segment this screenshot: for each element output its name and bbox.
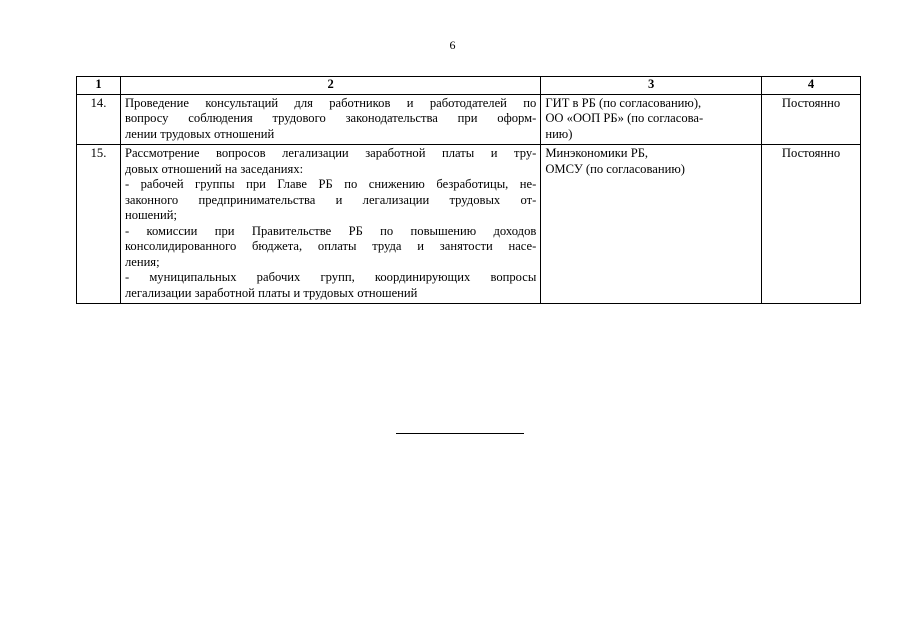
executor-line: ОМСУ (по согласованию): [545, 161, 685, 176]
header-cell-1: 1: [77, 77, 121, 95]
description-line: ления;: [124, 254, 160, 269]
page-number: 6: [449, 38, 456, 52]
table-row: [77, 145, 861, 304]
executor-line: ОО «ООП РБ» (по согласова-: [545, 111, 704, 125]
description-line: законного предпринимательства и легализации трудовых от-: [124, 192, 537, 207]
description-line: ношений;: [124, 208, 177, 222]
closing-rule: [396, 433, 524, 434]
header-cell-3: 3: [541, 77, 762, 95]
executor-line: Минэкономики РБ,: [545, 146, 649, 160]
executor: [541, 145, 762, 304]
term: Постоянно: [762, 145, 861, 304]
measure-description: [120, 145, 540, 304]
row-number: 14.: [77, 94, 121, 145]
executor-line: нию): [545, 126, 573, 141]
row-number: 15.: [77, 145, 121, 304]
measures-table: [76, 76, 861, 304]
description-line: довых отношений на заседаниях:: [124, 161, 304, 176]
description-line: - муниципальных рабочих групп, координирующих вопросы: [124, 270, 537, 284]
description-line: - рабочей группы при Главе РБ по снижению безработицы, не-: [124, 177, 537, 191]
description-line: - комиссии при Правительстве РБ по повышению доходов: [124, 223, 537, 238]
term: Постоянно: [762, 94, 861, 145]
description-line: легализации заработной платы и трудовых отношений: [124, 285, 418, 300]
executor-line: ГИТ в РБ (по согласованию),: [545, 95, 702, 110]
header-cell-2: 2: [120, 77, 540, 95]
description-line: консолидированного бюджета, оплаты труда и занятости насе-: [124, 239, 537, 253]
description-line: вопросу соблюдения трудового законодательства при оформ-: [124, 111, 537, 125]
table-row: [77, 94, 861, 145]
description-line: Рассмотрение вопросов легализации заработной платы и тру-: [124, 146, 537, 160]
description-line: лении трудовых отношений: [124, 126, 275, 141]
executor: [541, 94, 762, 145]
header-cell-4: 4: [762, 77, 861, 95]
measure-description: [120, 94, 540, 145]
description-line: Проведение консультаций для работников и работодателей по: [124, 95, 537, 110]
table-header-row: [77, 77, 861, 95]
